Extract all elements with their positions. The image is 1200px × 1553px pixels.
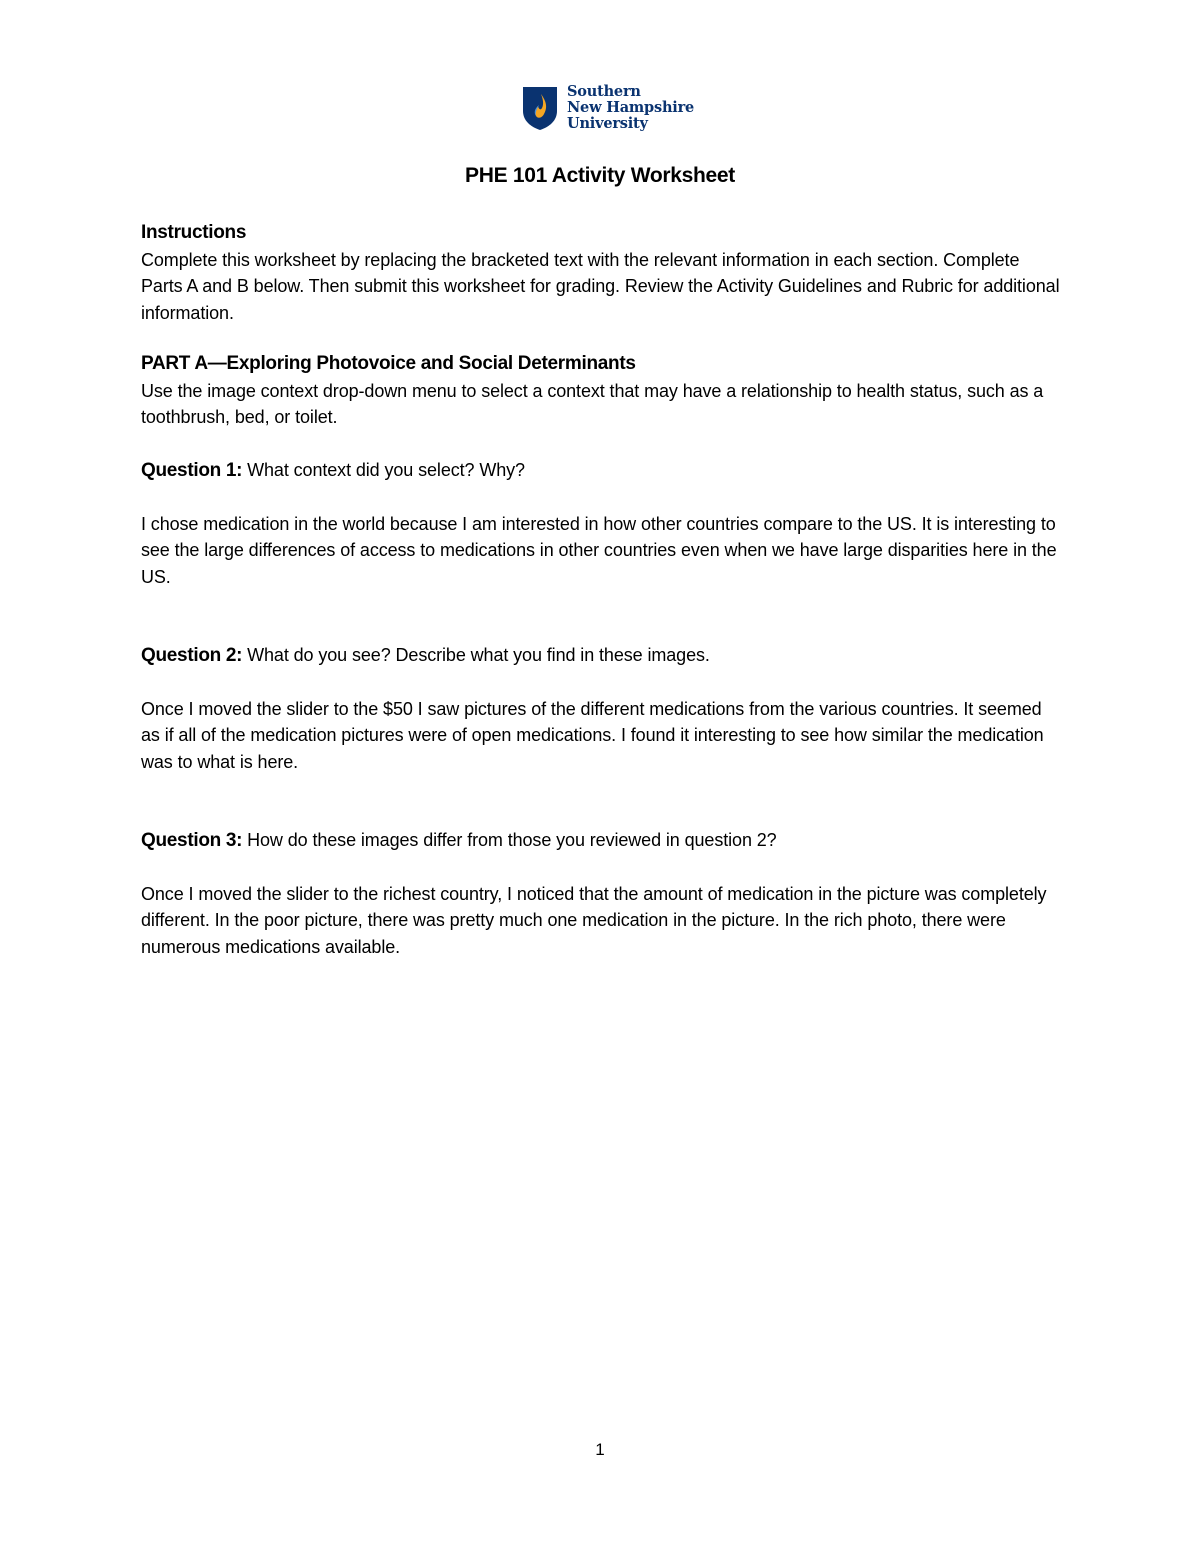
instructions-heading: Instructions [141, 222, 247, 243]
question-1-answer: I chose medication in the world because I am interested in how other countries compare to the US. It is interesting to see the large differences of access to medications in other countries even when we have large disparities here in the US. [141, 513, 1057, 587]
instructions-text: Complete this worksheet by replacing the bracketed text with the relevant information in each section. Complete Parts A and B below. Then submit this worksheet for grading. Review the Activity Guidelines and Rubric for additional information. [141, 249, 1060, 323]
question-3-prompt: How do these images differ from those you reviewed in question 2? [242, 830, 777, 850]
logo-line-2: New Hampshire [567, 99, 695, 116]
instructions-section [141, 220, 1061, 326]
question-3-line [141, 827, 1061, 855]
question-3-answer: Once I moved the slider to the richest country, I noticed that the amount of medication in the picture was completely different. In the poor picture, there was pretty much one medication in the picture. In the rich photo, there were numerous medications available. [141, 883, 1047, 957]
logo-line-1: Southern [567, 83, 641, 100]
question-2-label: Question 2: [141, 645, 243, 666]
question-1-section [141, 457, 1061, 590]
worksheet-title: PHE 101 Activity Worksheet [465, 164, 735, 187]
question-1-line [141, 457, 1061, 485]
part-a-heading: PART A—Exploring Photovoice and Social Determinants [141, 353, 636, 374]
question-2-answer: Once I moved the slider to the $50 I saw pictures of the different medications from the various countries. It seemed as if all of the medication pictures were of open medications. I found it interesting to see how similar the medication was to what is here. [141, 698, 1044, 772]
part-a-section [141, 351, 1061, 431]
question-3-label: Question 3: [141, 830, 243, 851]
logo-wordmark [567, 84, 694, 132]
page-number: 1 [595, 1440, 605, 1459]
question-2-line [141, 642, 1061, 670]
question-1-label: Question 1: [141, 460, 243, 481]
university-logo [521, 84, 694, 132]
question-3-section [141, 827, 1061, 960]
part-a-text: Use the image context drop-down menu to select a context that may have a relationship to health status, such as a toothbrush, bed, or toilet. [141, 380, 1044, 427]
question-2-prompt: What do you see? Describe what you find in these images. [242, 645, 710, 665]
question-2-section [141, 642, 1061, 775]
flame-shield-icon [521, 85, 559, 131]
logo-line-3: University [567, 115, 648, 132]
question-1-prompt: What context did you select? Why? [242, 460, 525, 480]
